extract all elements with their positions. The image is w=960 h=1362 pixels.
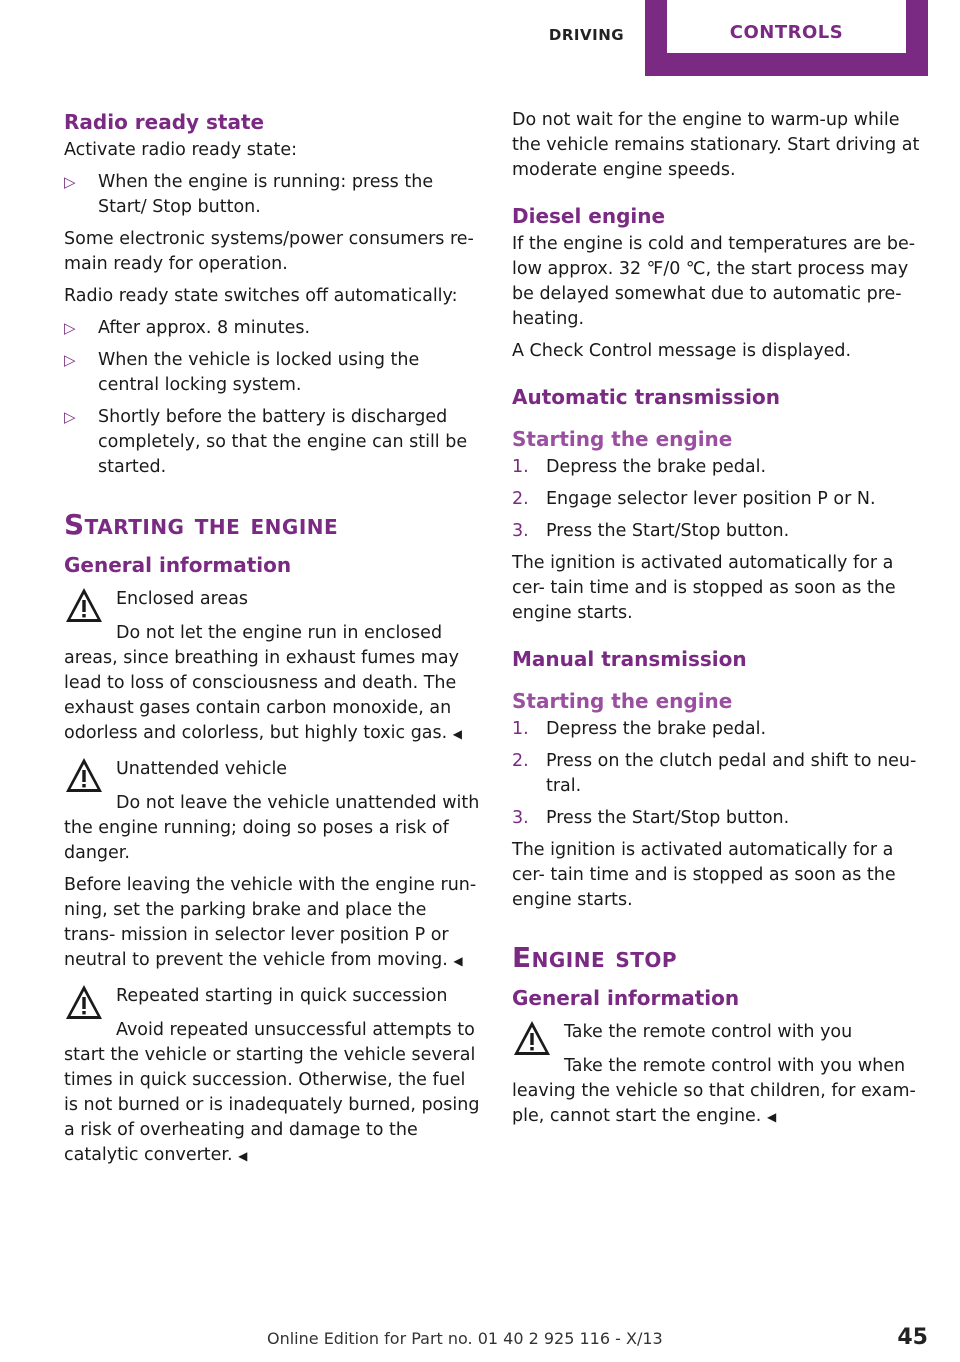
tab-driving[interactable]: DRIVING: [548, 26, 625, 44]
warning-title: Take the remote control with you: [564, 1022, 853, 1042]
heading-radio-ready-state: Radio ready state: [64, 110, 265, 134]
page-footer: [0, 1318, 960, 1348]
tab-controls[interactable]: [645, 0, 928, 76]
list-item: ▷ Shortly before the battery is discharged completely, so that the engine can still be started.: [64, 407, 468, 477]
list-item: ▷ When the vehicle is locked using the central locking system.: [64, 350, 420, 395]
list-item: ▷ When the engine is running: press the Start/ Stop button.: [64, 172, 434, 217]
radio-paragraph-1: Some electronic systems/power consumers re- main ready for operation.: [64, 229, 474, 274]
warning-triangle-icon: [64, 585, 104, 625]
list-item: 2. Press on the clutch pedal and shift to neu- tral.: [512, 751, 917, 796]
bullet-icon: ▷: [64, 351, 76, 369]
footer-edition: Online Edition for Part no. 01 40 2 925 116 - X/13: [267, 1329, 663, 1348]
subheading-starting-the-engine: Starting the engine: [512, 689, 733, 713]
warning-repeated-starting: [64, 984, 480, 1169]
intro-paragraph: Do not wait for the engine to warm-up while the vehicle remains stationary. Start driving at moderate engine speeds.: [512, 110, 920, 180]
warning-title: Repeated starting in quick succession: [116, 986, 448, 1006]
section-tabs: [528, 0, 928, 76]
heading-general-information: General information: [512, 986, 740, 1010]
radio-activate-list: [64, 170, 480, 220]
manual-steps-list: [512, 717, 928, 831]
heading-automatic-transmission: Automatic transmission: [512, 385, 780, 409]
list-item: 1. Depress the brake pedal.: [512, 719, 767, 739]
tab-controls-label: CONTROLS: [667, 0, 906, 53]
diesel-paragraph-2: A Check Control message is displayed.: [512, 341, 852, 361]
radio-off-list: [64, 316, 480, 480]
list-item: 3. Press the Start/Stop button.: [512, 808, 790, 828]
warning-text-2: Before leaving the vehicle with the engine run- ning, set the parking brake and place the trans- mission in selector lever position P or neutral to prevent the vehicle from moving. ◀: [64, 875, 477, 970]
left-column: [64, 108, 480, 1179]
manual-note: The ignition is activated automatically for a cer- tain time and is stopped as soon as the engine starts.: [512, 840, 896, 910]
warning-text: Avoid repeated unsuccessful attempts to start the vehicle or starting the vehicle several times in quick succession. Otherwise, the fuel is not burned or is inadequately burned, posing a risk of overheating and damage to the catalytic converter. ◀: [64, 1020, 480, 1165]
radio-intro: Activate radio ready state:: [64, 140, 297, 160]
heading-engine-stop: Engine stop: [512, 941, 678, 974]
heading-diesel-engine: Diesel engine: [512, 204, 666, 228]
end-mark-icon: ◀: [238, 1149, 248, 1163]
heading-starting-the-engine: Starting the engine: [64, 508, 339, 541]
warning-triangle-icon: [64, 982, 104, 1022]
diesel-paragraph-1: If the engine is cold and temperatures are be- low approx. 32 ℉/0 ℃, the start process may be delayed somewhat due to automatic pre- heating.: [512, 234, 916, 329]
bullet-icon: ▷: [64, 319, 76, 337]
bullet-icon: ▷: [64, 173, 76, 191]
heading-general-information: General information: [64, 553, 292, 577]
end-mark-icon: ◀: [453, 954, 463, 968]
radio-paragraph-2: Radio ready state switches off automatically:: [64, 286, 458, 306]
warning-triangle-icon: [64, 755, 104, 795]
automatic-note: The ignition is activated automatically for a cer- tain time and is stopped as soon as the engine starts.: [512, 553, 896, 623]
warning-enclosed-areas: [64, 587, 480, 747]
warning-text: Do not leave the vehicle unattended with the engine running; doing so poses a risk of danger.: [64, 793, 480, 863]
end-mark-icon: ◀: [452, 727, 463, 741]
list-item: 3. Press the Start/Stop button.: [512, 521, 790, 541]
warning-remote-control: [512, 1020, 928, 1130]
warning-text: Take the remote control with you when leaving the vehicle so that children, for exam- ple, cannot start the engine. ◀: [512, 1056, 916, 1126]
list-item: 1. Depress the brake pedal.: [512, 457, 767, 477]
end-mark-icon: ◀: [766, 1110, 777, 1124]
page-number: 45: [897, 1325, 928, 1350]
list-item: ▷ After approx. 8 minutes.: [64, 316, 480, 341]
list-item: 2. Engage selector lever position P or N.: [512, 489, 876, 509]
heading-manual-transmission: Manual transmission: [512, 647, 747, 671]
automatic-steps-list: [512, 455, 928, 544]
bullet-icon: ▷: [64, 408, 76, 426]
warning-unattended-vehicle: [64, 757, 480, 974]
warning-triangle-icon: [512, 1018, 552, 1058]
warning-title: Enclosed areas: [116, 589, 249, 609]
right-column: [512, 108, 928, 1140]
subheading-starting-the-engine: Starting the engine: [512, 427, 733, 451]
warning-text: Do not let the engine run in enclosed areas, since breathing in exhaust fumes may lead to loss of consciousness and death. The exhaust gases contain carbon monoxide, an odorless and colorless, but highly toxic gas. ◀: [64, 623, 463, 743]
warning-title: Unattended vehicle: [116, 759, 288, 779]
